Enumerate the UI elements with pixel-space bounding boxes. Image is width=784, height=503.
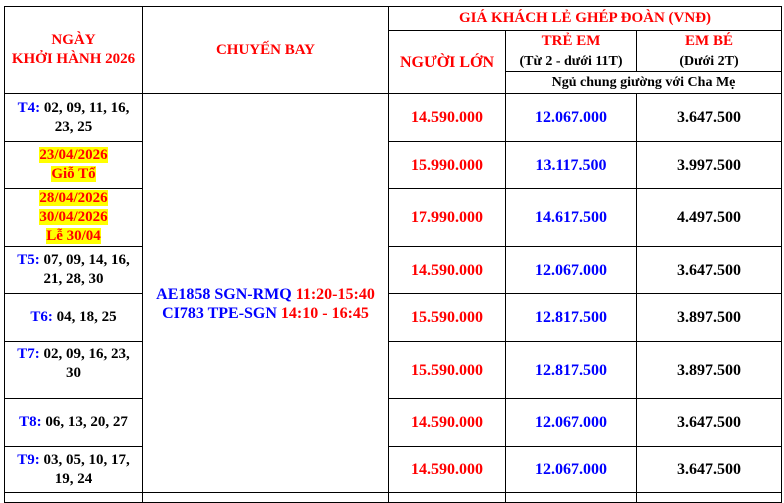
table-row bbox=[5, 447, 782, 493]
month-label: T9: bbox=[17, 451, 40, 468]
infant-price: 3.897.500 bbox=[637, 342, 782, 399]
holiday-name: Lễ 30/04 bbox=[46, 228, 101, 244]
tour-price-table bbox=[4, 6, 782, 503]
header-adult: NGƯỜI LỚN bbox=[389, 31, 506, 94]
adult-price: 14.590.000 bbox=[389, 247, 506, 294]
header-departure-date bbox=[5, 7, 143, 94]
header-child-age: (Từ 2 - dưới 11T) bbox=[519, 54, 623, 69]
holiday-dates bbox=[5, 189, 143, 247]
table-row bbox=[5, 94, 782, 142]
header-infant bbox=[637, 31, 782, 72]
infant-price: 3.647.500 bbox=[637, 94, 782, 142]
child-price: 12.067.000 bbox=[506, 247, 637, 294]
header-infant-age: (Dưới 2T) bbox=[679, 54, 739, 69]
adult-price: 15.590.000 bbox=[389, 294, 506, 342]
adult-price: 14.590.000 bbox=[389, 399, 506, 447]
table-row bbox=[5, 342, 782, 399]
holiday-date: 28/04/2026 bbox=[39, 190, 108, 206]
header-shared-bed-note: Ngủ chung giường với Cha Mẹ bbox=[506, 72, 782, 94]
day-list: 03, 05, 10, 17, 19, 24 bbox=[39, 451, 130, 487]
outbound-flight-time: 11:20-15:40 bbox=[295, 286, 375, 303]
outbound-flight-code: AE1858 SGN-RMQ bbox=[156, 286, 292, 303]
table-row-partial bbox=[5, 493, 782, 503]
month-label: T8: bbox=[19, 414, 42, 430]
return-flight-time: 14:10 - 16:45 bbox=[280, 305, 369, 322]
header-child bbox=[506, 31, 637, 72]
day-list: 07, 09, 14, 16, 21, 28, 30 bbox=[39, 252, 130, 287]
departure-dates bbox=[5, 399, 143, 447]
header-price-group: GIÁ KHÁCH LẺ GHÉP ĐOÀN (VNĐ) bbox=[389, 7, 782, 31]
holiday-name: Giỗ Tổ bbox=[51, 166, 96, 182]
adult-price: 17.990.000 bbox=[389, 189, 506, 247]
header-infant-title: EM BÉ bbox=[685, 33, 733, 49]
day-list: 04, 18, 25 bbox=[52, 309, 117, 325]
day-list: 02, 09, 11, 16, 23, 25 bbox=[40, 99, 130, 135]
departure-dates bbox=[5, 294, 143, 342]
child-price: 12.817.500 bbox=[506, 342, 637, 399]
infant-price: 3.997.500 bbox=[637, 142, 782, 189]
departure-dates bbox=[5, 447, 143, 493]
flight-info bbox=[143, 94, 389, 493]
holiday-date: 30/04/2026 bbox=[39, 209, 108, 225]
adult-price: 15.590.000 bbox=[389, 342, 506, 399]
table-row bbox=[5, 294, 782, 342]
infant-price: 4.497.500 bbox=[637, 189, 782, 247]
child-price: 13.117.500 bbox=[506, 142, 637, 189]
child-price: 12.067.000 bbox=[506, 447, 637, 493]
adult-price: 15.990.000 bbox=[389, 142, 506, 189]
month-label: T5: bbox=[17, 252, 40, 268]
day-list: 02, 09, 16, 23, 30 bbox=[39, 346, 130, 381]
holiday-dates bbox=[5, 142, 143, 189]
departure-dates bbox=[5, 342, 143, 399]
header-flight: CHUYẾN BAY bbox=[143, 7, 389, 94]
adult-price: 14.590.000 bbox=[389, 447, 506, 493]
header-child-title: TRẺ EM bbox=[541, 33, 601, 49]
infant-price: 3.647.500 bbox=[637, 447, 782, 493]
month-label: T6: bbox=[30, 309, 53, 325]
child-price: 12.817.500 bbox=[506, 294, 637, 342]
table-row bbox=[5, 399, 782, 447]
table-row bbox=[5, 247, 782, 294]
infant-price: 3.647.500 bbox=[637, 399, 782, 447]
holiday-date: 23/04/2026 bbox=[39, 147, 108, 163]
child-price: 12.067.000 bbox=[506, 399, 637, 447]
table-row bbox=[5, 142, 782, 189]
month-label: T4: bbox=[17, 99, 41, 116]
departure-dates bbox=[5, 94, 143, 142]
child-price: 14.617.500 bbox=[506, 189, 637, 247]
header-departure-line2: KHỞI HÀNH 2026 bbox=[11, 51, 136, 67]
day-list: 06, 13, 20, 27 bbox=[41, 414, 128, 430]
departure-dates bbox=[5, 247, 143, 294]
table-row bbox=[5, 189, 782, 247]
infant-price: 3.647.500 bbox=[637, 247, 782, 294]
child-price: 12.067.000 bbox=[506, 94, 637, 142]
month-label: T7: bbox=[17, 346, 40, 362]
return-flight-code: CI783 TPE-SGN bbox=[162, 305, 277, 322]
infant-price: 3.897.500 bbox=[637, 294, 782, 342]
header-departure-line1: NGÀY bbox=[51, 32, 96, 48]
adult-price: 14.590.000 bbox=[389, 94, 506, 142]
